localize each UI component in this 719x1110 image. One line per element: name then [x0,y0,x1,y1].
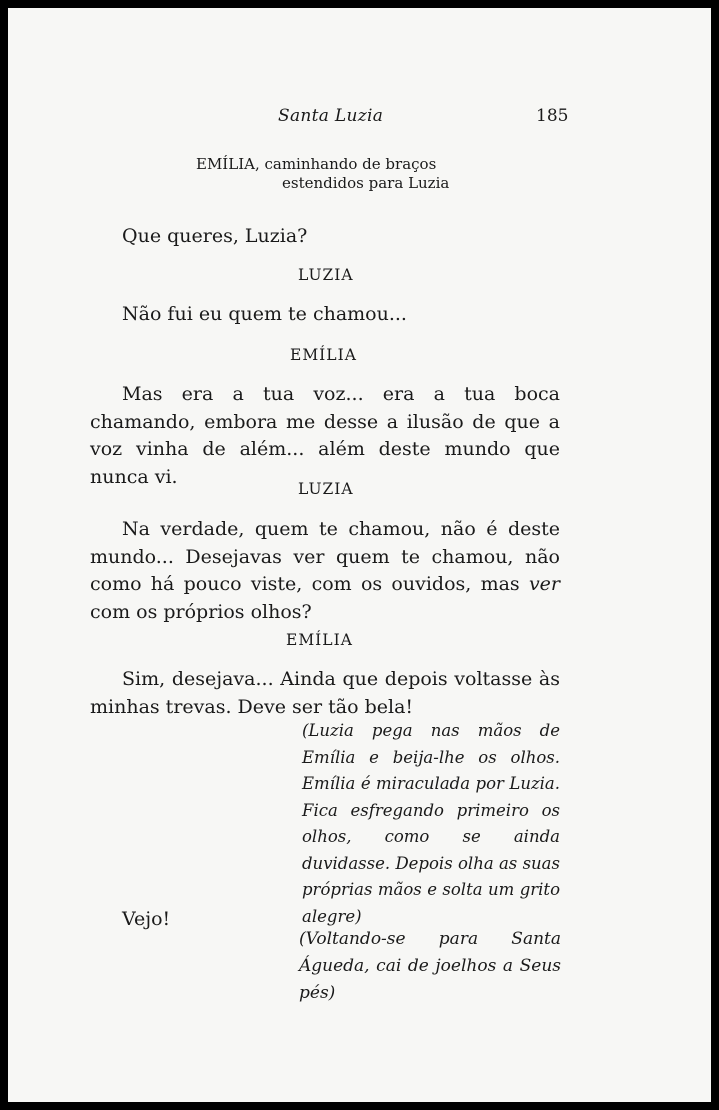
stage-direction-kneel: (Voltando-se para Santa Águeda, cai de joelhos a Seus pés) [299,929,561,1003]
dialogue-line-3: Mas era a tua voz... era a tua boca chamando, embora me desse a ilusão de que a voz vinha de além... além deste mundo que nunca vi. [90,383,560,488]
stage-direction-line-1: EMÍLIA, caminhando de braços [196,155,437,173]
book-page [8,8,711,1102]
speaker-name: LUZIA [298,266,354,284]
stage-direction-miracle: (Luzia pega nas mãos de Emília e beija-lhe os olhos. Emília é miraculada por Luzia. Fica esfregando primeiro os olhos, como se ainda duvidasse. Depois olha as suas próprias mãos e solta um grito alegre) [302,721,560,926]
page-number: 185 [536,106,569,126]
running-header-title: Santa Luzia [278,106,384,126]
dialogue-line-4-emphasis: ver [528,573,560,595]
speaker-name: EMÍLIA [286,631,353,649]
dialogue-line-5: Sim, desejava... Ainda que depois voltasse às minhas trevas. Deve ser tão bela! [90,668,560,718]
dialogue-line-4 [90,516,560,626]
dialogue-line-4-text-b: com os próprios olhos? [90,600,312,623]
dialogue-line-4-text-a: Na verdade, quem te chamou, não é deste mundo... Desejavas ver quem te chamou, não como há pouco viste, com os ouvidos, mas [90,518,560,595]
dialogue-line-1: Que queres, Luzia? [122,225,308,247]
stage-direction-emilia-entrance [196,155,449,193]
stage-direction-line-2: estendidos para Luzia [282,174,450,192]
speaker-name: EMÍLIA [290,346,357,364]
speaker-name: LUZIA [298,480,354,498]
dialogue-line-6: Vejo! [122,908,171,930]
dialogue-line-2: Não fui eu quem te chamou... [122,303,407,325]
